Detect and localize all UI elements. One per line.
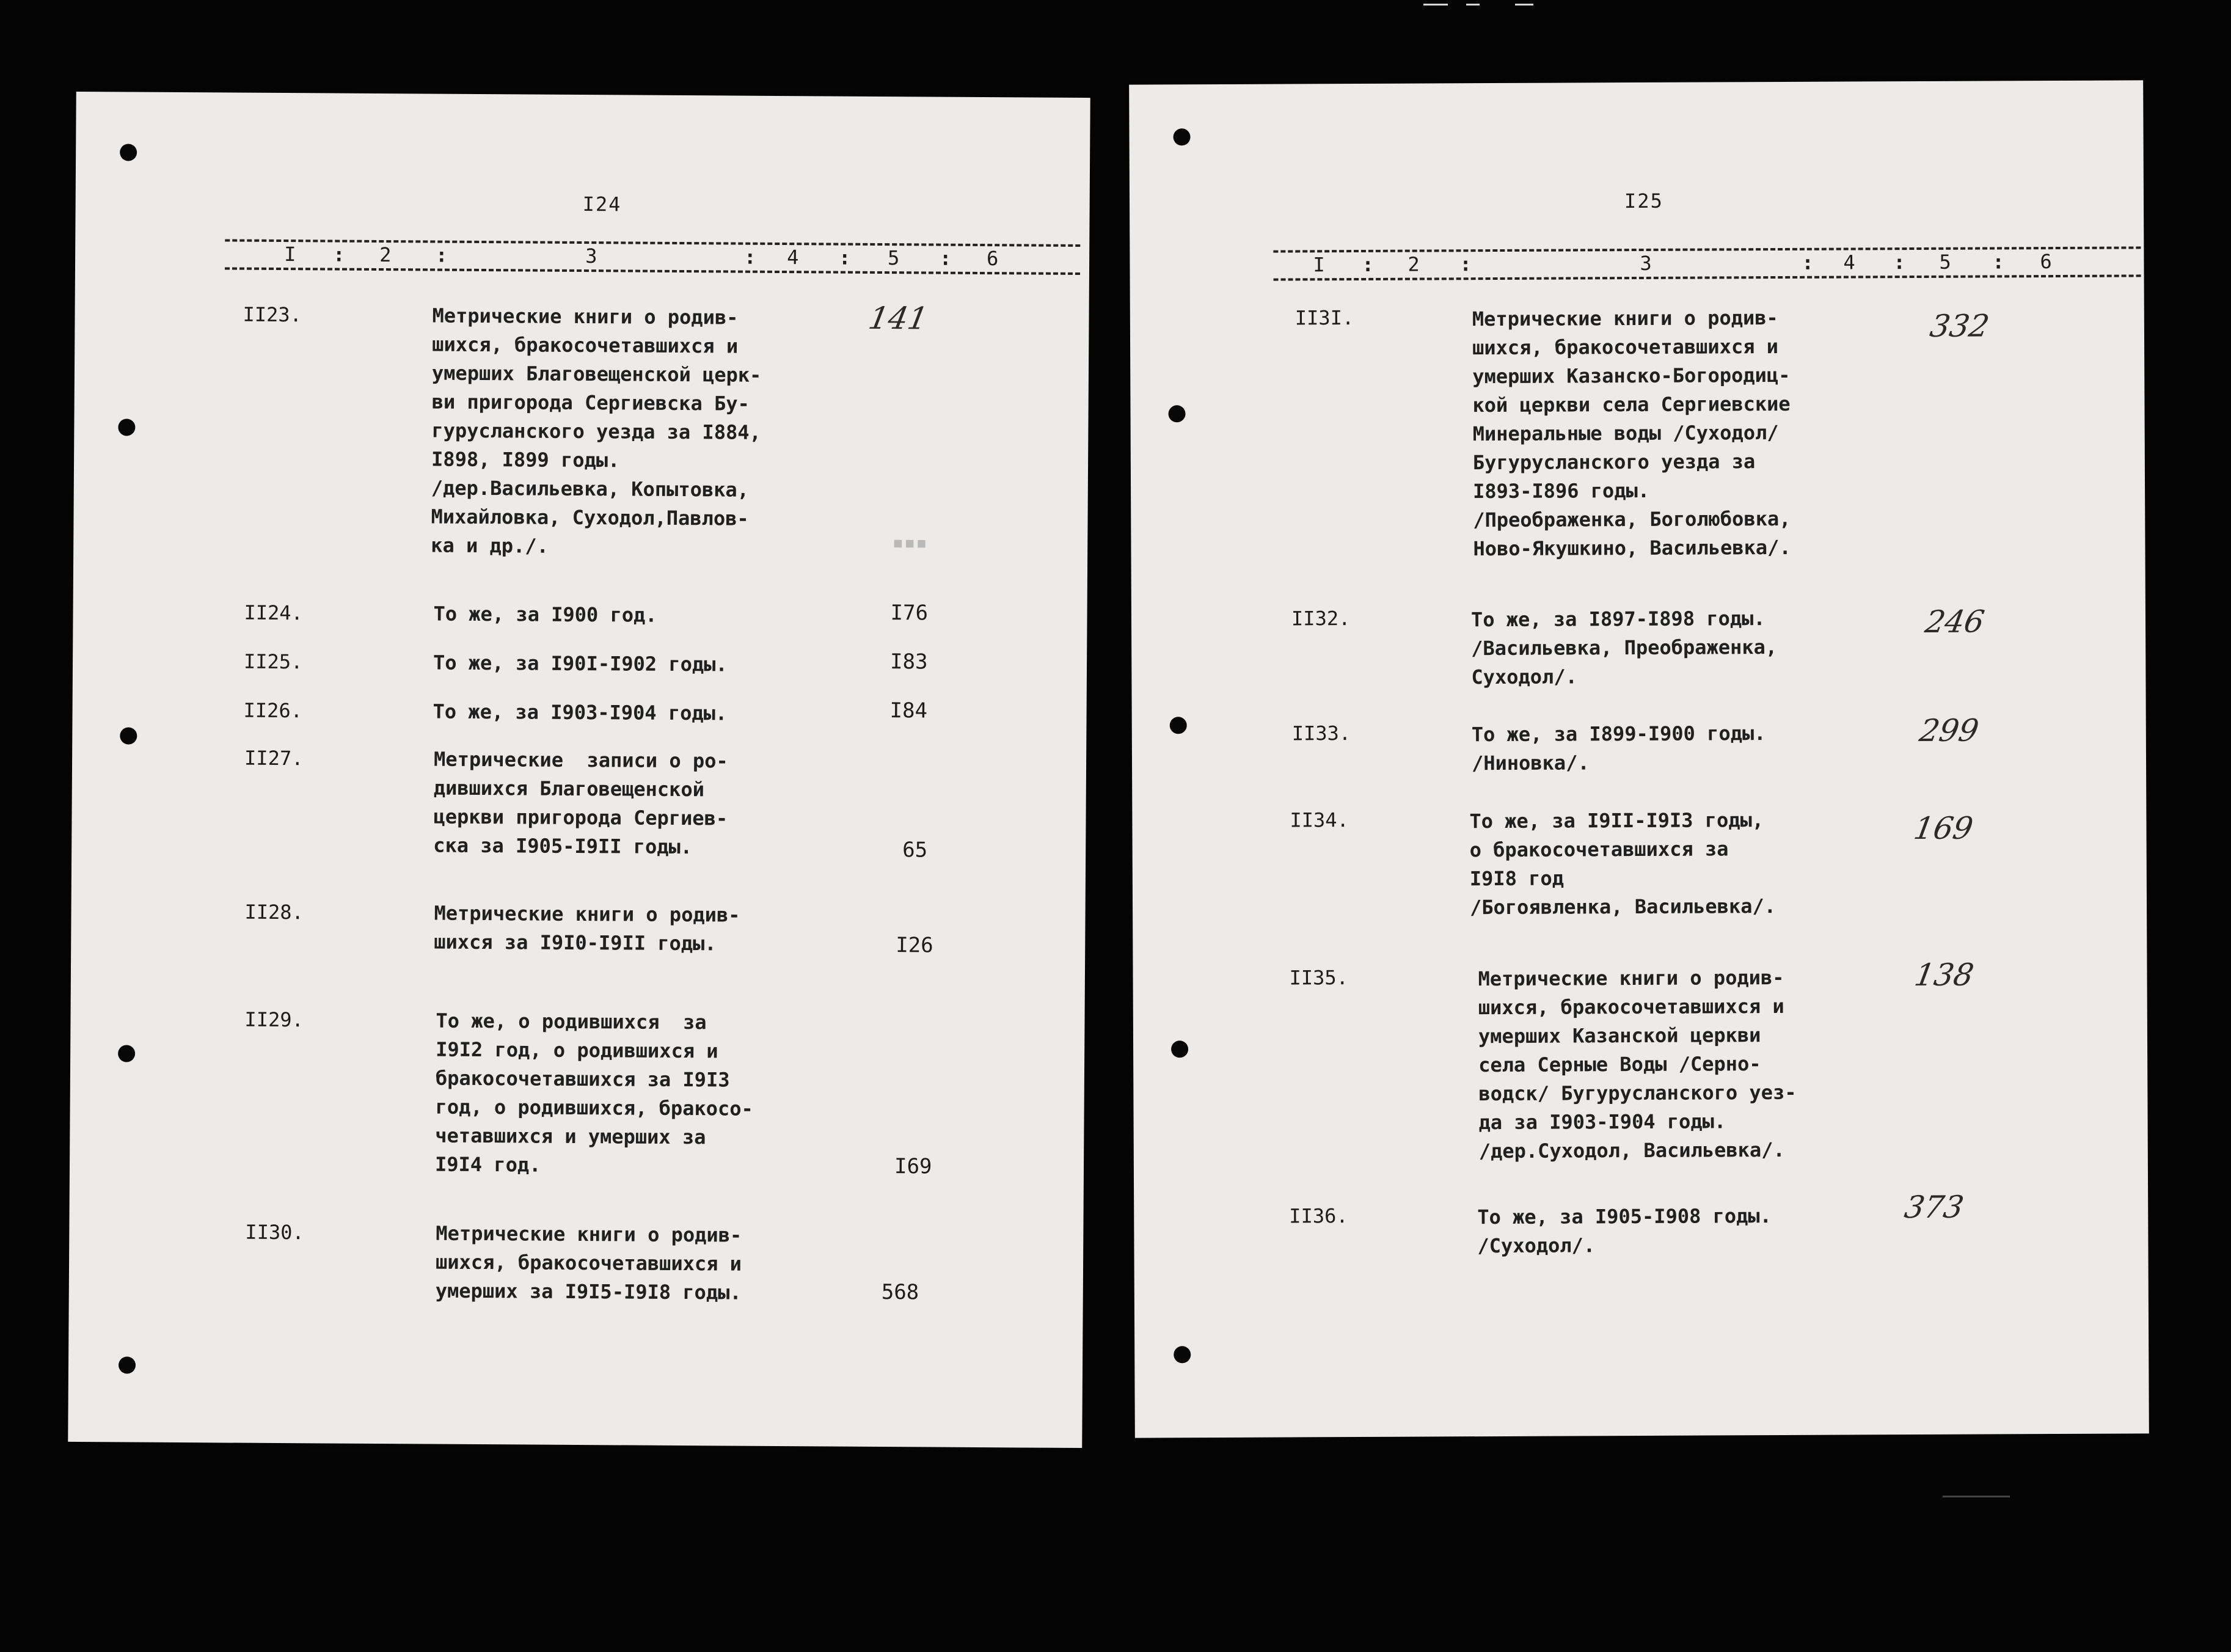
column-label: 6 [987, 247, 999, 271]
entry-sheet-count: 65 [902, 838, 928, 863]
entry-number: II27. [244, 746, 304, 770]
entry-list: II23. Метрические книги о родив- шихся, бракосочетавшихся и умерших Благовещенской церк- ви пригорода Сергиевска Бу- гурусланского уезда за I884, I898, I899 годы. /дер.Васильевка, Копытовка, Михайловка, Суходол,Павлов- ка и др./. 141 ▪▪▪ II24. То же, за I900 год. I76 II25. То же, за I90I-I902 годы. I83 II26. То же, за I903-I904 годы. I84 II27. Метрические записи о ро- дившихся Благовещенской церкви пригорода Сергиев- ска за I905-I9II годы. 65 II28. Метрические книги о родив- шихся за I9I0-I9II годы. I26 II29. То же, о родившихся за I9I2 год, о родившихся и бракосочетавшихся за I9I3 год, о родившихся, бракосо- четавшихся и умерших за I9I4 год. I69 II30. Метрические книги о родив- шихся, бракосочетавшихся и умерших за I9I5-I9I8 годы. 568 [76, 92, 1090, 98]
entry-number: II34. [1290, 808, 1349, 832]
punch-hole [119, 1356, 136, 1373]
column-label: 4 [1843, 250, 1855, 274]
punch-hole [1174, 1346, 1191, 1363]
entry-description: Метрические книги о родив- шихся, бракосочетавшихся и умерших Благовещенской церк- ви пригорода Сергиевска Бу- гурусланского уезда за I884, I898, I899 годы. /дер.Васильевка, Копытовка, Михайловка, Суходол,Павлов- ка и др./. [431, 304, 762, 558]
scan-artifact [1466, 4, 1480, 5]
entry-sheet-count: 246 [1922, 604, 1987, 640]
column-label: I [1313, 253, 1325, 277]
punch-hole [120, 144, 137, 161]
left-page [68, 92, 1090, 1448]
entry-number: II25. [243, 649, 303, 674]
entry-number: II3I. [1294, 306, 1354, 330]
entry-description: То же, за I905-I908 годы. /Суходол/. [1477, 1204, 1772, 1258]
entry-sheet-count: 138 [1912, 957, 1977, 993]
column-label: 4 [787, 246, 799, 269]
column-label: 2 [1408, 252, 1420, 276]
column-label: I [284, 243, 296, 266]
column-header: I : 2 : 3 : 4 : 5 : 6 [1129, 80, 2143, 84]
scan-artifact [1515, 4, 1533, 5]
entry-description: То же, за I903-I904 годы. [433, 700, 728, 725]
entry-description: То же, за I897-I898 годы. /Васильевка, Преображенка, Суходол/. [1470, 607, 1778, 689]
entry-number: II28. [244, 900, 304, 924]
right-page [1129, 80, 2149, 1438]
column-header: I : 2 : 3 : 4 : 5 : 6 [76, 92, 1090, 98]
entry-sheet-count: I26 [896, 933, 933, 958]
page-number: I24 [582, 192, 622, 216]
column-label: 3 [1640, 251, 1652, 275]
entry-number: II30. [245, 1220, 304, 1244]
column-label: 5 [1939, 250, 1951, 274]
entry-number: II32. [1291, 607, 1351, 630]
entry-description: То же, за I900 год. [433, 602, 657, 627]
entry-description: Метрические книги о родив- шихся, бракосочетавшихся и умерших за I9I5-I9I8 годы. [435, 1221, 742, 1304]
entry-sheet-count: 141 [866, 300, 931, 337]
entry-number: II23. [243, 302, 302, 327]
punch-hole [1171, 1040, 1188, 1058]
entry-number: II36. [1289, 1204, 1348, 1228]
entry-description: То же, за I90I-I902 годы. [433, 651, 728, 676]
column-label: 6 [2040, 250, 2052, 274]
entry-sheet-count: I84 [889, 698, 928, 723]
entry-number: II29. [244, 1007, 304, 1032]
page-number: I25 [1624, 189, 1663, 213]
entry-number: II35. [1289, 966, 1348, 990]
column-label: 2 [379, 243, 392, 267]
entry-description: То же, за I9II-I9I3 годы, о бракосочетавшихся за I9I8 год /Богоявленка, Васильевка/. [1469, 808, 1776, 919]
entry-sheet-count: I83 [889, 649, 928, 674]
entry-number: II26. [243, 698, 303, 723]
punch-hole [120, 727, 137, 744]
punch-hole [1170, 717, 1187, 734]
entry-sheet-count: I69 [894, 1154, 932, 1179]
entry-description: Метрические записи о ро- дившихся Благовещенской церкви пригорода Сергиев- ска за I905-I9II годы. [433, 747, 728, 859]
punch-hole [1168, 405, 1185, 422]
entry-number: II24. [244, 601, 304, 625]
scan-artifact [1943, 1496, 2010, 1497]
entry-sheet-count: 332 [1927, 308, 1992, 344]
entry-sheet-count: I76 [890, 601, 929, 626]
entry-description: Метрические книги о родив- шихся, бракосочетавшихся и умерших Казанско-Богородиц- кой церкви села Сергиевские Минеральные воды /Суходол/ Бугурусланского уезда за I893-I896 годы. /Преображенка, Боголюбовка, Ново-Якушкино, Васильевка/. [1472, 305, 1791, 561]
entry-sheet-count: 373 [1902, 1189, 1966, 1226]
entry-description: То же, о родившихся за I9I2 год, о родившихся и бракосочетавшихся за I9I3 год, о родившихся, бракосо- четавшихся и умерших за I9I4 год. [434, 1009, 753, 1177]
punch-hole [118, 418, 135, 436]
entry-sheet-count: 568 [881, 1280, 919, 1305]
entry-sheet-count: 299 [1916, 712, 1982, 749]
punch-hole [1173, 128, 1190, 145]
entry-sheet-count: 169 [1911, 810, 1976, 847]
column-label: 5 [888, 246, 900, 270]
scan-artifact [1423, 4, 1448, 5]
punch-hole [118, 1045, 135, 1062]
entry-description: Метрические книги о родив- шихся, бракосочетавшихся и умерших Казанской церкви села Серные Воды /Серно- водск/ Бугурусланского уез- да за I903-I904 годы. /дер.Суходол, Васильевка/. [1478, 965, 1797, 1163]
entry-description: Метрические книги о родив- шихся за I9I0-I9II годы. [434, 901, 740, 956]
entry-description: То же, за I899-I900 годы. /Ниновка/. [1471, 722, 1766, 775]
column-label: 3 [585, 244, 597, 268]
entry-number: II33. [1291, 722, 1351, 745]
